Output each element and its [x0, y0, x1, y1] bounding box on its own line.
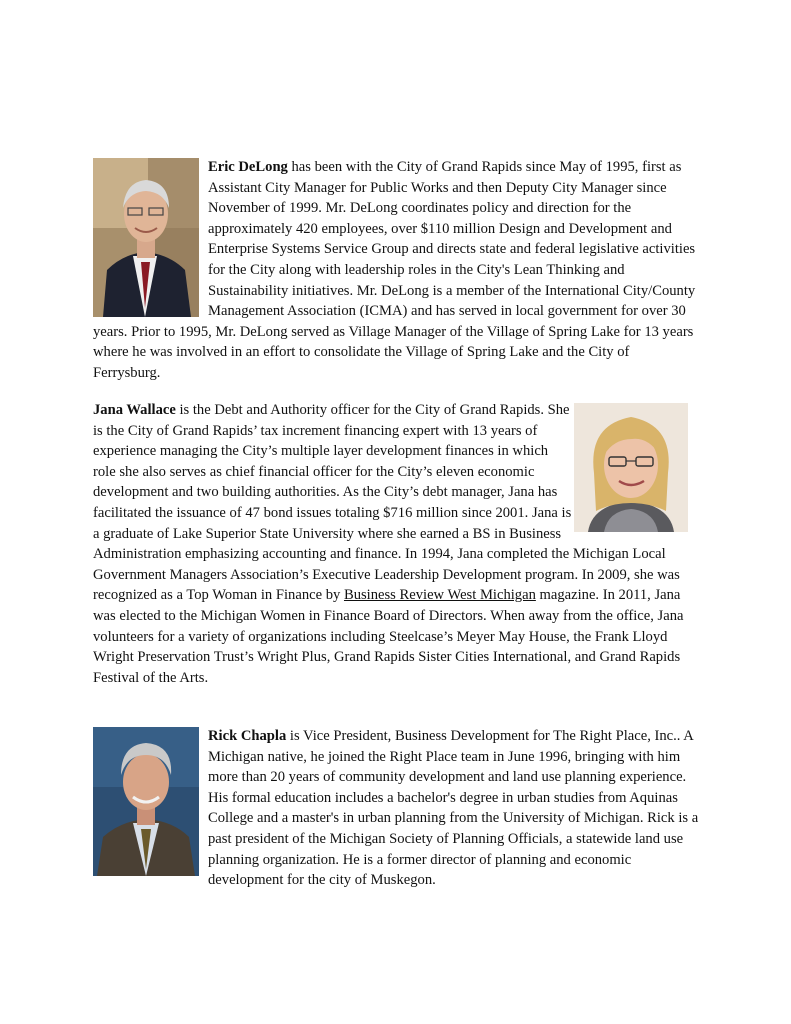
bio-name: Eric DeLong: [208, 159, 288, 175]
bio-name: Rick Chapla: [208, 728, 287, 744]
bio-body: is Vice President, Business Development for The Right Place, Inc.. A Michigan native, he joined the Right Place team in June 1996, bringing with him more than 20 years of community development and land use planning experience. His formal education includes a bachelor's degree in urban studies from Aquinas College and a master's in urban planning from the University of Michigan. Rick is a past president of the Michigan Society of Planning Officials, a statewide land use planning organization. He is a former director of planning and economic development for the city of Muskegon.: [208, 728, 699, 889]
bio-name: Jana Wallace: [93, 402, 176, 418]
bio-body: is the Debt and Authority officer for the City of Grand Rapids. She is the City of Grand Rapids’ tax increment financing expert with 13 years of experience managing the City’s multiple layer development finances in which role she also serves as chief financial officer for the City’s eleven economic development and two building authorities. As the City’s debt manager, Jana has facilitated the issuance of 47 bond issues totaling $716 million since 2001. Jana is a graduate of Lake Superior State University where she earned a BS in Business Administration emphasizing accounting and finance. In 1994, Jana completed the Michigan Local Government Managers Association’s Executive Leadership Development program. In 2009, she was recognized as a Top Woman in Finance by: [93, 402, 680, 604]
publication-link[interactable]: Business Review West Michigan: [343, 587, 536, 604]
portrait-eric-delong: [93, 158, 199, 317]
bio-body-continued: magazine. In 2011, Jana was elected to the Michigan Women in Finance Board of Directors. When away from the office, Jana volunteers for a variety of organizations including Steelcase’s Meyer May House, the Frank Lloyd Wright Preservation Trust’s Wright Plus, Grand Rapids Sister Cities International, and Grand Rapids Festival of the Arts.: [93, 587, 684, 686]
bio-body: has been with the City of Grand Rapids since May of 1995, first as Assistant City Manager for Public Works and then Deputy City Manager since November of 1999. Mr. DeLong coordinates policy and direction for the approximately 420 employees, over $110 million Design and Development and Enterprise Systems Service Group and directs state and federal legislative activities for the City along with leadership roles in the City's Lean Thinking and Sustainability initiatives. Mr. DeLong is a member of the International City/County Management Association (ICMA) and has served in local government for over 30 years. Prior to 1995, Mr. DeLong served as Village Manager of the Village of Spring Lake for 13 years where he was involved in an effort to consolidate the Village of Spring Lake and the City of Ferrysburg.: [93, 159, 696, 381]
portrait-rick-chapla: [93, 727, 199, 876]
portrait-jana-wallace: [574, 403, 688, 532]
